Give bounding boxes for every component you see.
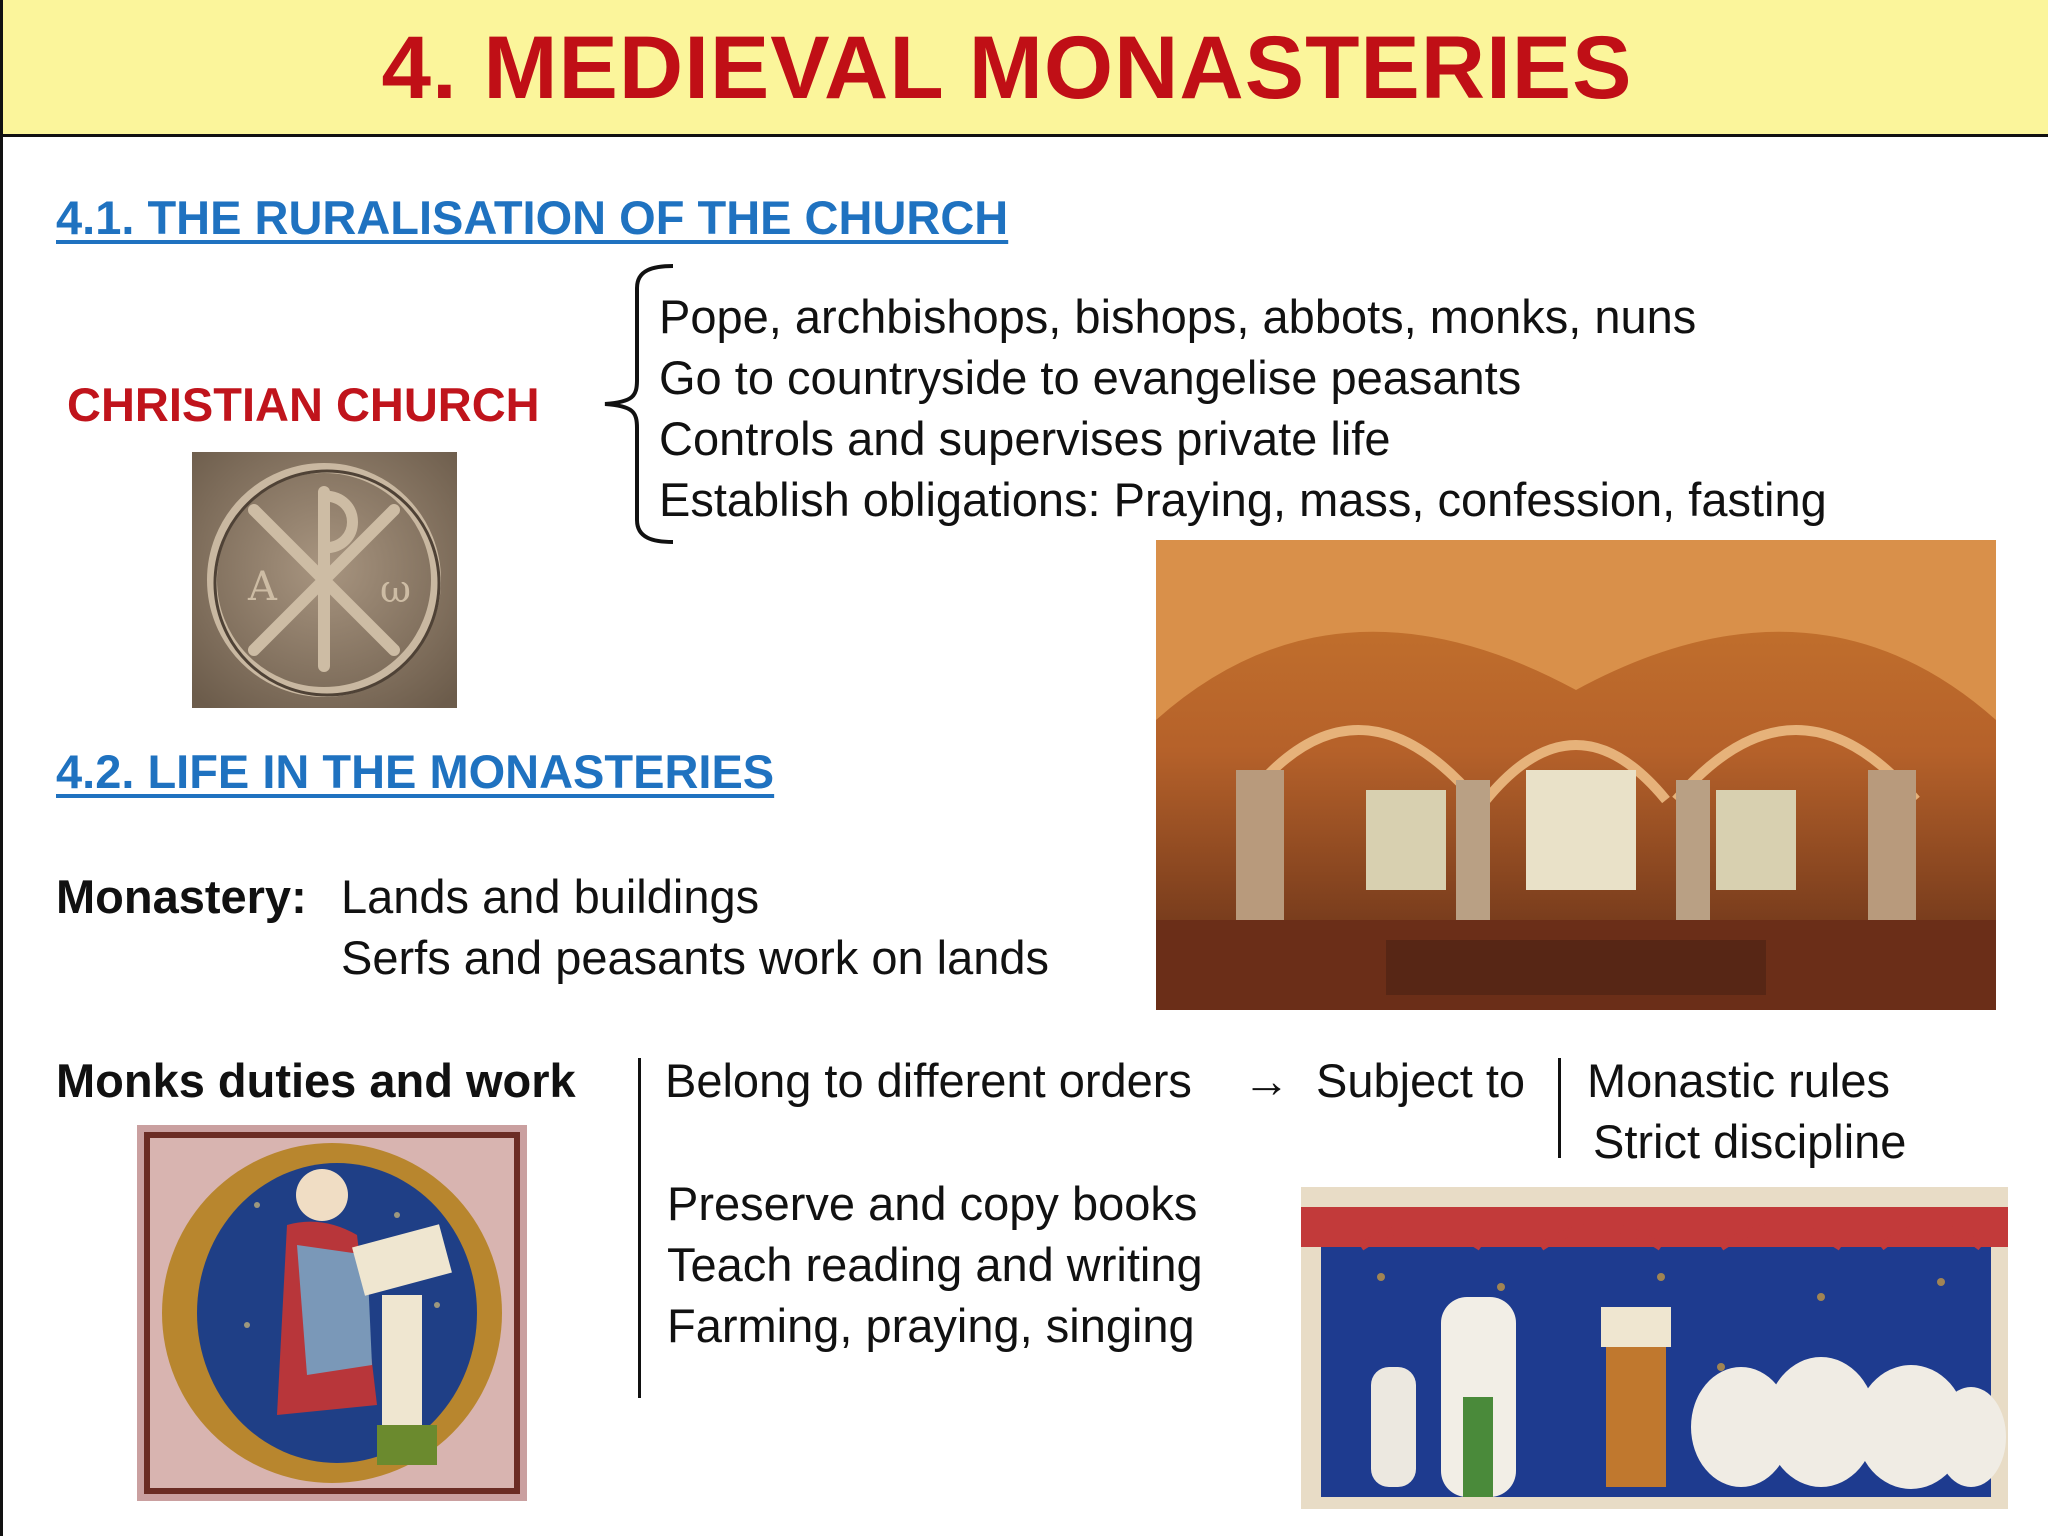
svg-text:A: A [248,564,277,610]
monastery-label: Monastery: [56,870,307,923]
arrow-icon: → [1243,1054,1290,1107]
church-item-private-life: Controls and supervises private life [659,412,1391,465]
duty-farming: Farming, praying, singing [667,1299,1195,1352]
church-item-hierarchy: Pope, archbishops, bishops, abbots, monks, nuns [659,290,1697,343]
svg-text:ω: ω [380,567,411,611]
church-item-obligations: Establish obligations: Praying, mass, confession, fasting [659,473,1827,526]
title-bar [3,0,2048,137]
illuminated-monk-image [137,1125,527,1501]
duty-books: Preserve and copy books [667,1177,1198,1230]
chi-rho-stone-image [192,452,457,708]
rules-divider-line [1558,1058,1561,1158]
orders-text: Belong to different orders [665,1054,1192,1107]
monastery-hall-photo [1156,540,1996,1010]
monastery-item-serfs: Serfs and peasants work on lands [341,931,1050,984]
rule-discipline: Strict discipline [1593,1115,1907,1168]
page-title: 4. MEDIEVAL MONASTERIES [381,16,1633,117]
monks-manuscript-image [1301,1187,2008,1509]
rule-monastic: Monastic rules [1587,1054,1890,1107]
christian-church-label: CHRISTIAN CHURCH [67,378,540,431]
divider-line [638,1058,641,1398]
section-heading-ruralisation: 4.1. THE RURALISATION OF THE CHURCH [56,191,1009,244]
duty-teaching: Teach reading and writing [667,1238,1203,1291]
church-item-countryside: Go to countryside to evangelise peasants [659,351,1522,404]
section-heading-monasteries: 4.2. LIFE IN THE MONASTERIES [56,745,775,798]
monastery-item-lands: Lands and buildings [341,870,760,923]
subject-to-text: Subject to [1316,1054,1526,1107]
monks-duties-label: Monks duties and work [56,1054,576,1107]
